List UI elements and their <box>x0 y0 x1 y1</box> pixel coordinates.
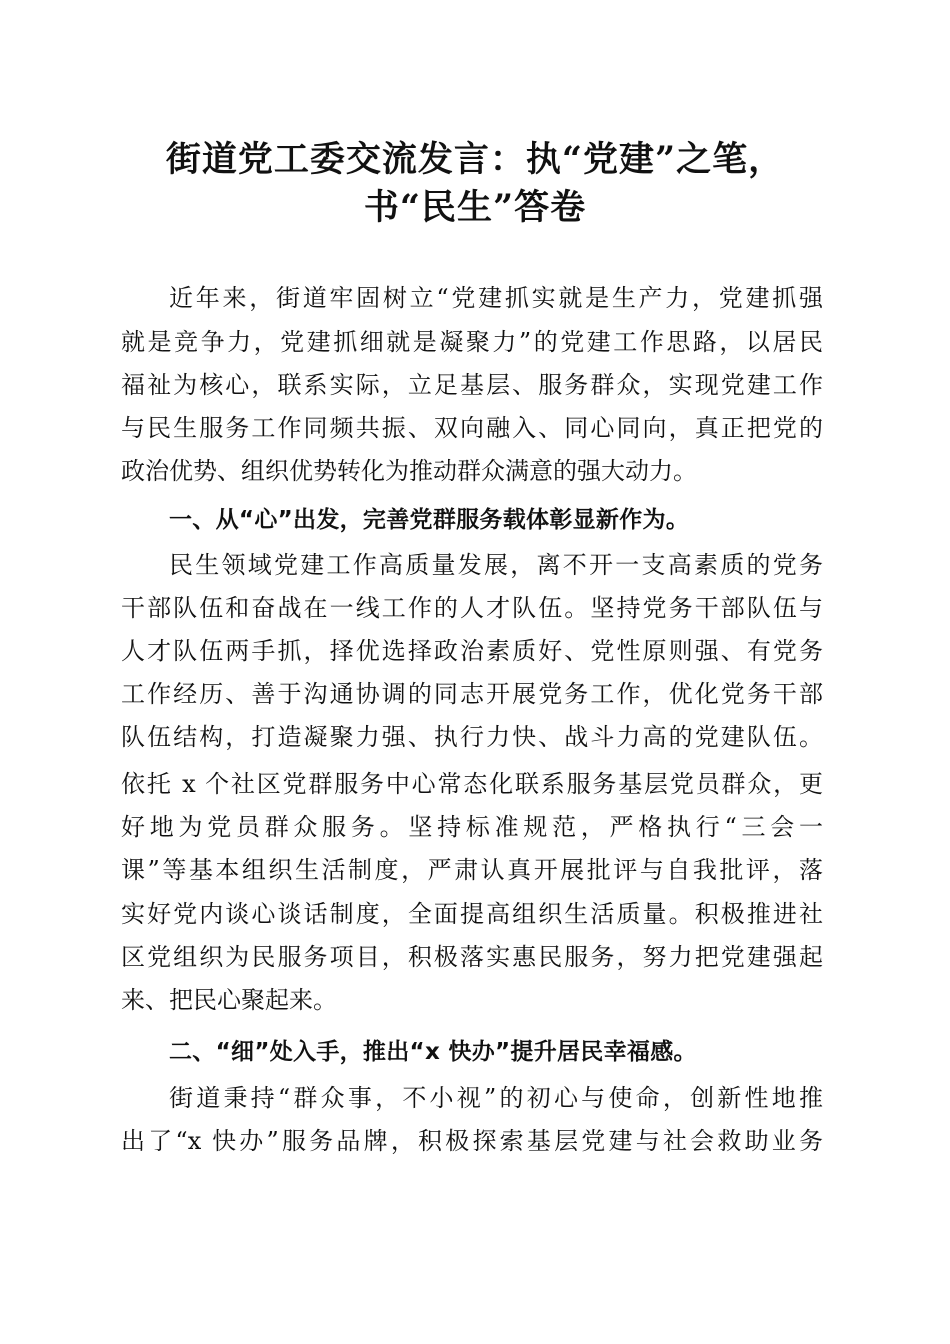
section-1-line-11: 来、把民心聚起来。 <box>121 986 337 1014</box>
section-1-line-9: 实好党内谈心谈话制度，全面提高组织生活质量。积极推进社 <box>121 900 823 928</box>
section-1-line-10: 区党组织为民服务项目，积极落实惠民服务，努力把党建强起 <box>121 943 823 971</box>
section-1-line-8: 课”等基本组织生活制度，严肃认真开展批评与自我批评，落 <box>121 856 823 884</box>
intro-line-2: 就是竞争力，党建抓细就是凝聚力”的党建工作思路，以居民 <box>121 328 823 356</box>
section-1-heading: 一、从“心”出发，完善党群服务载体彰显新作为。 <box>169 507 690 533</box>
section-1-line-5: 队伍结构，打造凝聚力强、执行力快、战斗力高的党建队伍。 <box>121 723 823 751</box>
document-title-line-1: 街道党工委交流发言：执“党建”之笔， <box>165 139 785 180</box>
section-1-line-7: 好地为党员群众服务。坚持标准规范，严格执行“三会一 <box>121 813 823 841</box>
section-1-line-4: 工作经历、善于沟通协调的同志开展党务工作，优化党务干部 <box>121 680 823 708</box>
section-1-line-6: 依托 x 个社区党群服务中心常态化联系服务基层党员群众，更 <box>121 770 823 798</box>
section-2-heading: 二、“细”处入手，推出“x 快办”提升居民幸福感。 <box>169 1039 697 1065</box>
section-2-line-2: 出了“x 快办”服务品牌，积极探索基层党建与社会救助业务 <box>121 1127 823 1155</box>
section-2-line-1: 街道秉持“群众事，不小视”的初心与使命，创新性地推 <box>169 1084 823 1112</box>
document-title-line-2: 书“民生”答卷 <box>363 187 587 228</box>
intro-line-5: 政治优势、组织优势转化为推动群众满意的强大动力。 <box>121 457 697 485</box>
intro-line-4: 与民生服务工作同频共振、双向融入、同心同向，真正把党的 <box>121 414 823 442</box>
section-1-line-1: 民生领域党建工作高质量发展，离不开一支高素质的党务 <box>169 551 823 579</box>
intro-line-1: 近年来，街道牢固树立“党建抓实就是生产力，党建抓强 <box>169 284 823 312</box>
section-1-line-3: 人才队伍两手抓，择优选择政治素质好、党性原则强、有党务 <box>121 637 823 665</box>
section-1-line-2: 干部队伍和奋战在一线工作的人才队伍。坚持党务干部队伍与 <box>121 594 823 622</box>
intro-line-3: 福祉为核心，联系实际，立足基层、服务群众，实现党建工作 <box>121 371 823 399</box>
